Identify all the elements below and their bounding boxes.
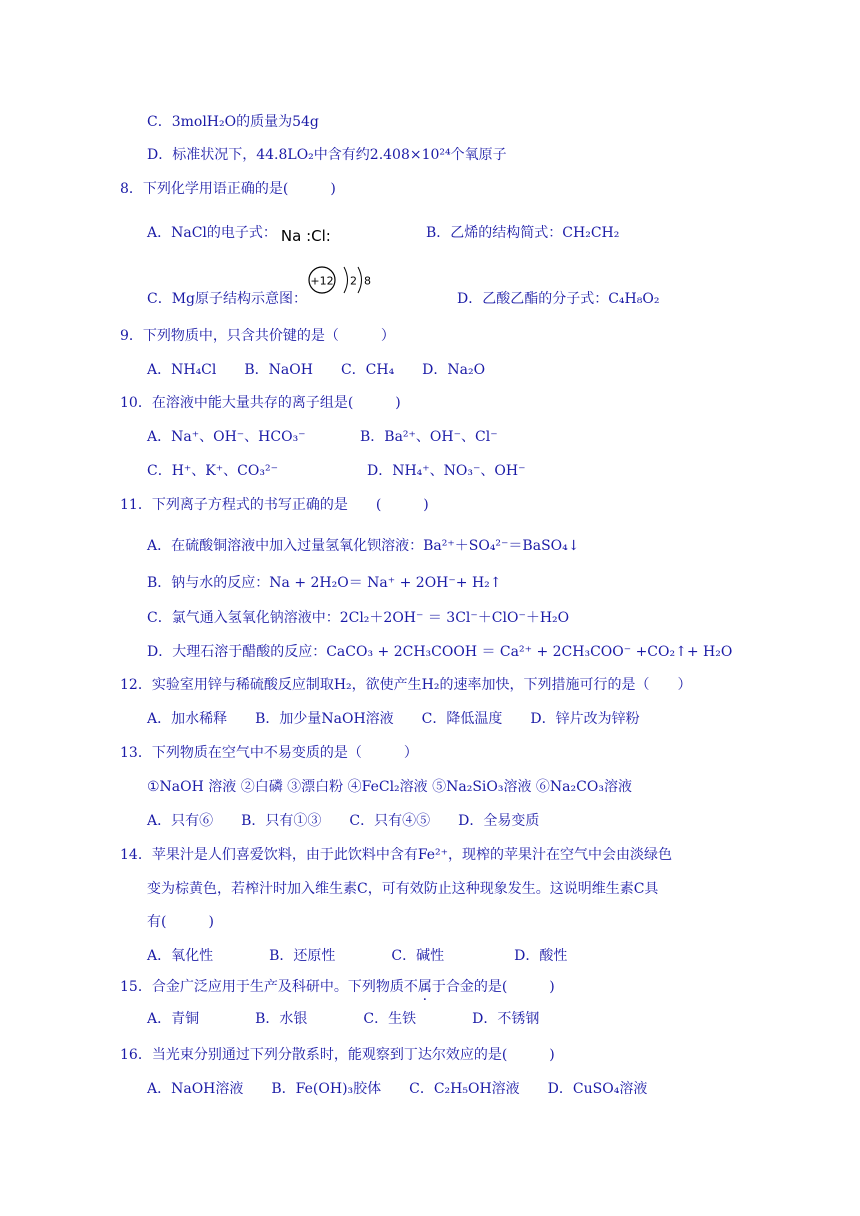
q10-option-c: C．H⁺、K⁺、CO₃²⁻	[147, 463, 278, 479]
q16-stem: 16．当光束分别通过下列分散系时，能观察到丁达尔效应的是( )	[120, 1047, 555, 1063]
q16-options: A．NaOH溶液 B．Fe(OH)₃胶体 C．C₂H₅OH溶液 D．CuSO₄溶液	[147, 1081, 648, 1097]
q7-option-c: C．3molH₂O的质量为54g	[147, 114, 319, 130]
q9-options: A．NH₄Cl B．NaOH C．CH₄ D．Na₂O	[147, 362, 486, 378]
q14-options: A．氧化性 B．还原性 C．碱性 D．酸性	[147, 948, 568, 964]
atom-nucleus-label: +12	[310, 274, 334, 288]
q13-stem: 13．下列物质在空气中不易变质的是（ ）	[120, 745, 418, 761]
q10-option-d: D．NH₄⁺、NO₃⁻、OH⁻	[367, 463, 526, 479]
q11-option-b: B．钠与水的反应：Na + 2H₂O＝ Na⁺ + 2OH⁻+ H₂↑	[147, 575, 502, 591]
q8-option-c: C．Mg原子结构示意图：	[147, 291, 308, 307]
atom-shell-2-count: 8	[364, 274, 371, 288]
q14-stem-line-3: 有( )	[147, 914, 214, 930]
q13-items: ①NaOH 溶液 ②白磷 ③漂白粉 ④FeCl₂溶液 ⑤Na₂SiO₃溶液 ⑥Na₂CO₃溶液	[147, 779, 632, 795]
q10-stem: 10．在溶液中能大量共存的离子组是( )	[120, 395, 401, 411]
nacl-electron-formula-figure: Na :Cl:	[280, 227, 331, 245]
q12-options: A．加水稀释 B．加少量NaOH溶液 C．降低温度 D．锌片改为锌粉	[147, 711, 640, 727]
q9-stem: 9．下列物质中，只含共价键的是（ ）	[120, 328, 395, 344]
q15-options: A．青铜 B．水银 C．生铁 D．不锈钢	[147, 1011, 540, 1027]
q11-option-d: D．大理石溶于醋酸的反应：CaCO₃ + 2CH₃COOH ＝ Ca²⁺ + 2CH₃COO⁻ +CO₂↑+ H₂O	[147, 644, 733, 660]
q15-stem-emphasis: 不属于	[403, 979, 446, 995]
q13-options: A．只有⑥ B．只有①③ C．只有④⑤ D．全易变质	[147, 813, 540, 829]
q15-stem-pre: 15．合金广泛应用于生产及科研中。下列物质	[120, 979, 404, 995]
q8-option-d: D．乙酸乙酯的分子式：C₄H₈O₂	[457, 291, 660, 307]
q8-stem: 8．下列化学用语正确的是( )	[120, 181, 336, 197]
q14-stem-line-2: 变为棕黄色，若榨汁时加入维生素C，可有效防止这种现象发生。这说明维生素C具	[147, 881, 659, 897]
q12-stem: 12．实验室用锌与稀硫酸反应制取H₂，欲使产生H₂的速率加快，下列措施可行的是（ ）	[120, 677, 692, 693]
q15-stem-post: 合金的是( )	[445, 979, 555, 995]
q8-option-a	[147, 224, 335, 245]
q11-stem: 11．下列离子方程式的书写正确的是 ( )	[120, 497, 429, 513]
q7-option-d: D．标准状况下，44.8LO₂中含有约2.408×10²⁴个氧原子	[147, 147, 507, 163]
q8-option-b: B．乙烯的结构简式：CH₂CH₂	[426, 225, 620, 241]
q14-stem-line-1: 14．苹果汁是人们喜爱饮料，由于此饮料中含有Fe²⁺，现榨的苹果汁在空气中会由淡绿色	[120, 847, 673, 863]
q15-stem	[120, 978, 555, 996]
q10-option-b: B．Ba²⁺、OH⁻、Cl⁻	[360, 429, 498, 445]
q11-option-c: C．氯气通入氢氧化钠溶液中：2Cl₂＋2OH⁻ ＝ 3Cl⁻＋ClO⁻＋H₂O	[147, 610, 570, 626]
q8-option-a-label: A．NaCl的电子式：	[147, 225, 277, 241]
atom-shell-1-count: 2	[350, 274, 357, 288]
q11-option-a: A．在硫酸铜溶液中加入过量氢氧化钡溶液：Ba²⁺＋SO₄²⁻＝BaSO₄↓	[147, 538, 580, 554]
mg-atom-structure-diagram	[306, 264, 370, 296]
q10-option-a: A．Na⁺、OH⁻、HCO₃⁻	[147, 429, 306, 445]
